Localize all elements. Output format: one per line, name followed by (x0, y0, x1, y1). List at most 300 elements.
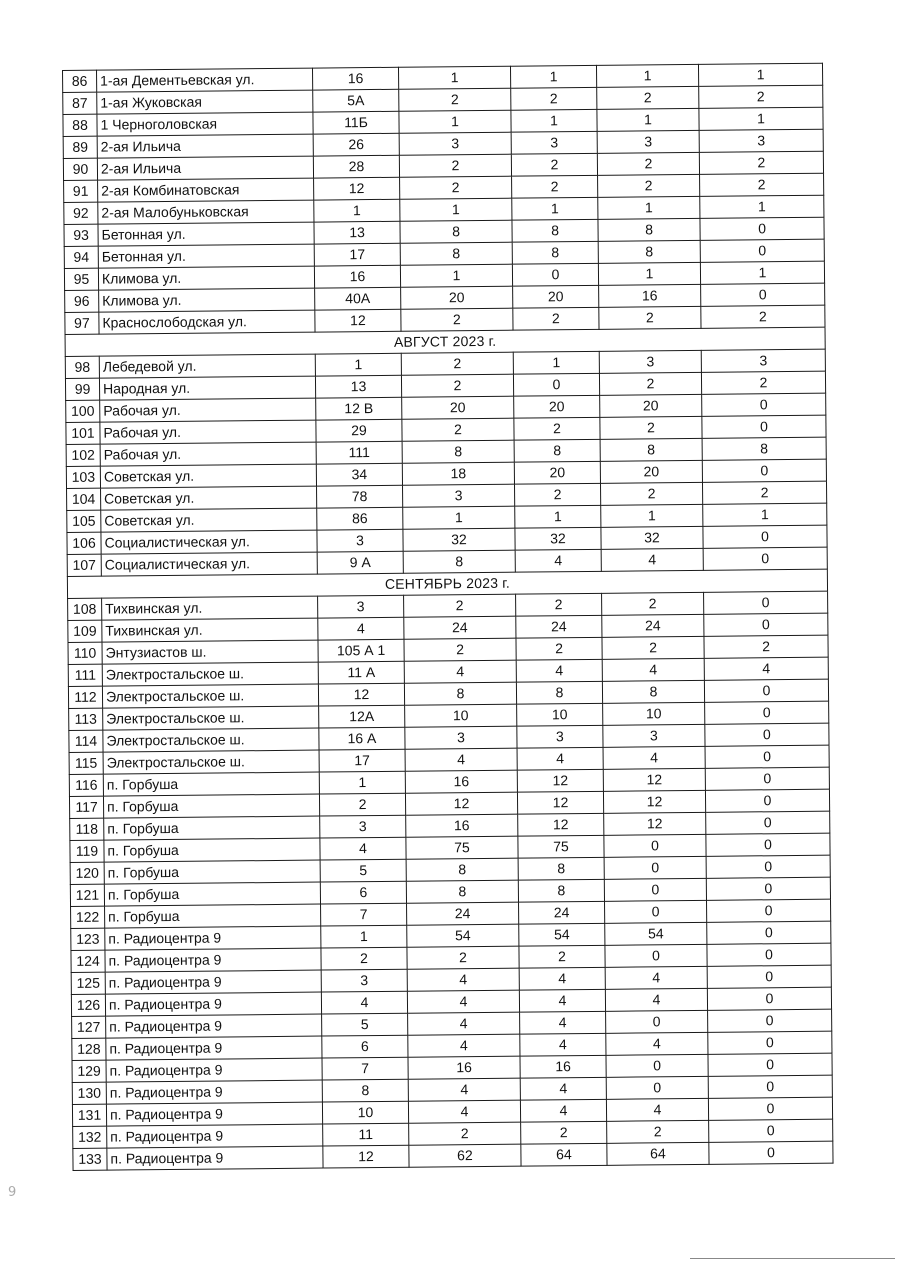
value-cell-2: 1 (512, 197, 598, 220)
value-cell-1: 2 (402, 418, 514, 441)
street-cell: 1 Черноголовская (97, 112, 313, 136)
row-number-cell: 100 (66, 400, 100, 422)
row-number-cell: 128 (72, 1038, 106, 1060)
house-number-cell: 1 (314, 199, 400, 222)
value-cell-3: 2 (602, 592, 704, 615)
house-number-cell: 26 (313, 133, 399, 156)
value-cell-3: 8 (598, 218, 700, 241)
value-cell-2: 8 (518, 857, 604, 880)
value-cell-1: 2 (409, 1122, 521, 1145)
value-cell-3: 20 (600, 394, 702, 417)
row-number-cell: 120 (70, 862, 104, 884)
row-number-cell: 96 (65, 290, 99, 312)
value-cell-4: 2 (701, 371, 825, 394)
value-cell-3: 20 (600, 460, 702, 483)
street-cell: Тихвинская ул. (102, 618, 318, 642)
value-cell-3: 4 (605, 966, 707, 989)
row-number-cell: 125 (71, 972, 105, 994)
value-cell-1: 3 (399, 132, 511, 155)
street-cell: Народная ул. (99, 376, 315, 400)
street-cell: 1-ая Дементьевская ул. (97, 68, 313, 92)
section-title: СЕНТЯБРЬ 2023 г. (67, 569, 827, 598)
row-number-cell: 123 (71, 928, 105, 950)
house-number-cell: 16 (314, 265, 400, 288)
street-cell: 1-ая Жуковская (97, 90, 313, 114)
house-number-cell: 1 (321, 925, 407, 948)
street-cell: п. Горбуша (103, 772, 319, 796)
value-cell-1: 2 (401, 374, 513, 397)
value-cell-2: 1 (510, 65, 596, 88)
house-number-cell: 1 (315, 353, 401, 376)
street-cell: Энтузиастов ш. (102, 640, 318, 664)
street-cell: п. Радиоцентра 9 (106, 1014, 322, 1038)
value-cell-3: 2 (600, 416, 702, 439)
value-cell-1: 1 (399, 110, 511, 133)
value-cell-1: 20 (402, 396, 514, 419)
value-cell-3: 0 (606, 1076, 708, 1099)
house-number-cell: 17 (314, 243, 400, 266)
value-cell-2: 20 (514, 395, 600, 418)
row-number-cell: 112 (68, 686, 102, 708)
street-cell: п. Радиоцентра 9 (107, 1124, 323, 1148)
value-cell-1: 8 (406, 858, 518, 881)
row-number-cell: 111 (68, 664, 102, 686)
value-cell-1: 2 (404, 594, 516, 617)
row-number-cell: 118 (70, 818, 104, 840)
street-cell: Электростальское ш. (102, 662, 318, 686)
street-cell: п. Горбуша (104, 838, 320, 862)
row-number-cell: 122 (71, 906, 105, 928)
value-cell-1: 4 (405, 748, 517, 771)
house-number-cell: 12 (323, 1145, 409, 1168)
row-number-cell: 110 (68, 642, 102, 664)
value-cell-1: 2 (401, 308, 513, 331)
row-number-cell: 127 (72, 1016, 106, 1038)
value-cell-2: 3 (517, 725, 603, 748)
value-cell-4: 0 (706, 811, 830, 834)
value-cell-4: 0 (707, 965, 831, 988)
value-cell-2: 2 (511, 153, 597, 176)
street-cell: 2-ая Ильича (97, 156, 313, 180)
value-cell-1: 18 (402, 462, 514, 485)
value-cell-1: 8 (404, 682, 516, 705)
house-number-cell: 3 (318, 595, 404, 618)
house-number-cell: 34 (316, 463, 402, 486)
value-cell-3: 1 (596, 64, 698, 87)
value-cell-2: 24 (516, 615, 602, 638)
house-number-cell: 11 А (318, 661, 404, 684)
house-number-cell: 6 (320, 881, 406, 904)
value-cell-2: 8 (512, 241, 598, 264)
house-number-cell: 40А (315, 287, 401, 310)
value-cell-4: 0 (700, 239, 824, 262)
value-cell-2: 10 (517, 703, 603, 726)
value-cell-2: 2 (513, 307, 599, 330)
street-cell: Лебедевой ул. (99, 354, 315, 378)
house-number-cell: 28 (313, 155, 399, 178)
value-cell-1: 24 (404, 616, 516, 639)
value-cell-2: 4 (516, 659, 602, 682)
row-number-cell: 129 (72, 1060, 106, 1082)
value-cell-2: 75 (518, 835, 604, 858)
street-cell: п. Радиоцентра 9 (105, 992, 321, 1016)
page-edge-line (690, 1258, 895, 1259)
house-number-cell: 11 (323, 1123, 409, 1146)
house-number-cell: 13 (315, 375, 401, 398)
row-number-cell: 99 (65, 378, 99, 400)
row-number-cell: 98 (65, 356, 99, 378)
value-cell-3: 0 (604, 856, 706, 879)
value-cell-1: 3 (405, 726, 517, 749)
value-cell-4: 0 (708, 1075, 832, 1098)
row-number-cell: 88 (63, 114, 97, 136)
value-cell-3: 4 (606, 1098, 708, 1121)
value-cell-3: 0 (604, 878, 706, 901)
row-number-cell: 102 (66, 444, 100, 466)
value-cell-1: 10 (405, 704, 517, 727)
street-cell: 2-ая Малобуньковская (98, 200, 314, 224)
row-number-cell: 109 (68, 620, 102, 642)
row-number-cell: 119 (70, 840, 104, 862)
row-number-cell: 101 (66, 422, 100, 444)
table-body (63, 63, 834, 1170)
street-cell: Электростальское ш. (103, 750, 319, 774)
value-cell-3: 24 (602, 614, 704, 637)
value-cell-1: 2 (407, 946, 519, 969)
value-cell-2: 4 (520, 1099, 606, 1122)
value-cell-1: 2 (399, 154, 511, 177)
value-cell-1: 12 (405, 792, 517, 815)
value-cell-2: 4 (519, 967, 605, 990)
value-cell-3: 2 (598, 174, 700, 197)
value-cell-2: 8 (518, 879, 604, 902)
house-number-cell: 3 (317, 529, 403, 552)
value-cell-4: 0 (706, 877, 830, 900)
row-number-cell: 105 (67, 510, 101, 532)
value-cell-4: 3 (701, 349, 825, 372)
value-cell-4: 0 (700, 217, 824, 240)
value-cell-2: 2 (514, 483, 600, 506)
value-cell-4: 0 (701, 283, 825, 306)
house-number-cell: 4 (320, 837, 406, 860)
value-cell-1: 2 (401, 352, 513, 375)
house-number-cell: 5А (313, 89, 399, 112)
value-cell-3: 2 (599, 306, 701, 329)
value-cell-1: 4 (408, 1078, 520, 1101)
value-cell-4: 0 (704, 679, 828, 702)
value-cell-4: 0 (706, 855, 830, 878)
value-cell-3: 16 (599, 284, 701, 307)
value-cell-1: 2 (400, 176, 512, 199)
value-cell-4: 2 (701, 305, 825, 328)
house-number-cell: 6 (322, 1035, 408, 1058)
house-number-cell: 4 (318, 617, 404, 640)
street-cell: Тихвинская ул. (102, 596, 318, 620)
value-cell-3: 10 (603, 702, 705, 725)
value-cell-3: 4 (605, 988, 707, 1011)
value-cell-2: 4 (517, 747, 603, 770)
street-cell: п. Горбуша (105, 904, 321, 928)
house-number-cell: 2 (319, 793, 405, 816)
value-cell-2: 2 (512, 175, 598, 198)
row-number-cell: 106 (67, 532, 101, 554)
house-number-cell: 7 (322, 1057, 408, 1080)
value-cell-3: 1 (598, 196, 700, 219)
street-cell: Рабочая ул. (100, 398, 316, 422)
value-cell-2: 64 (521, 1143, 607, 1166)
house-number-cell: 4 (321, 991, 407, 1014)
value-cell-4: 3 (699, 129, 823, 152)
row-number-cell: 117 (69, 796, 103, 818)
value-cell-4: 1 (700, 195, 824, 218)
value-cell-2: 4 (520, 1077, 606, 1100)
value-cell-2: 12 (518, 813, 604, 836)
value-cell-2: 20 (513, 285, 599, 308)
row-number-cell: 126 (71, 994, 105, 1016)
row-number-cell: 124 (71, 950, 105, 972)
street-cell: Бетонная ул. (98, 222, 314, 246)
value-cell-3: 64 (607, 1142, 709, 1165)
value-cell-1: 20 (401, 286, 513, 309)
value-cell-2: 8 (514, 439, 600, 462)
value-cell-2: 8 (516, 681, 602, 704)
street-cell: п. Радиоцентра 9 (105, 926, 321, 950)
value-cell-4: 2 (699, 85, 823, 108)
house-number-cell: 16 (312, 67, 398, 90)
row-number-cell: 91 (64, 180, 98, 202)
house-number-cell: 111 (316, 441, 402, 464)
value-cell-4: 1 (698, 63, 822, 86)
value-cell-1: 4 (408, 1100, 520, 1123)
value-cell-3: 2 (600, 482, 702, 505)
value-cell-3: 3 (599, 350, 701, 373)
value-cell-4: 2 (704, 635, 828, 658)
value-cell-4: 0 (708, 1009, 832, 1032)
street-cell: Рабочая ул. (100, 442, 316, 466)
value-cell-4: 2 (700, 173, 824, 196)
house-number-cell: 10 (322, 1101, 408, 1124)
row-number-cell: 90 (63, 158, 97, 180)
value-cell-2: 2 (519, 945, 605, 968)
house-number-cell: 3 (320, 815, 406, 838)
value-cell-3: 2 (597, 152, 699, 175)
house-number-cell: 86 (317, 507, 403, 530)
house-number-cell: 16 А (319, 727, 405, 750)
row-number-cell: 108 (68, 598, 102, 620)
row-number-cell: 121 (70, 884, 104, 906)
value-cell-1: 4 (404, 660, 516, 683)
value-cell-1: 16 (405, 770, 517, 793)
street-cell: Климова ул. (98, 266, 314, 290)
value-cell-4: 0 (704, 591, 828, 614)
value-cell-2: 20 (514, 461, 600, 484)
row-number-cell: 87 (63, 92, 97, 114)
value-cell-1: 8 (402, 440, 514, 463)
value-cell-1: 3 (403, 484, 515, 507)
value-cell-3: 2 (607, 1120, 709, 1143)
value-cell-4: 1 (700, 261, 824, 284)
value-cell-2: 12 (517, 791, 603, 814)
address-table (62, 63, 834, 1171)
row-number-cell: 113 (69, 708, 103, 730)
street-cell: п. Радиоцентра 9 (106, 1080, 322, 1104)
street-cell: п. Радиоцентра 9 (105, 948, 321, 972)
value-cell-4: 0 (708, 1031, 832, 1054)
value-cell-4: 0 (709, 1141, 833, 1164)
value-cell-3: 1 (601, 504, 703, 527)
value-cell-2: 1 (513, 351, 599, 374)
street-cell: Краснослободская ул. (99, 310, 315, 334)
value-cell-1: 8 (400, 242, 512, 265)
value-cell-1: 1 (400, 264, 512, 287)
house-number-cell: 5 (320, 859, 406, 882)
value-cell-3: 12 (604, 812, 706, 835)
street-cell: Электростальское ш. (103, 706, 319, 730)
value-cell-2: 0 (512, 263, 598, 286)
value-cell-4: 1 (699, 107, 823, 130)
value-cell-4: 0 (705, 723, 829, 746)
row-number-cell: 107 (67, 554, 101, 576)
street-cell: Бетонная ул. (98, 244, 314, 268)
street-cell: п. Радиоцентра 9 (106, 1058, 322, 1082)
value-cell-1: 8 (400, 220, 512, 243)
row-number-cell: 104 (67, 488, 101, 510)
value-cell-3: 4 (606, 1032, 708, 1055)
street-cell: Социалистическая ул. (101, 530, 317, 554)
value-cell-4: 0 (708, 1053, 832, 1076)
value-cell-3: 0 (604, 834, 706, 857)
house-number-cell: 7 (321, 903, 407, 926)
house-number-cell: 12А (319, 705, 405, 728)
value-cell-2: 12 (517, 769, 603, 792)
street-cell: Рабочая ул. (100, 420, 316, 444)
value-cell-2: 8 (512, 219, 598, 242)
row-number-cell: 133 (73, 1148, 107, 1170)
value-cell-2: 4 (519, 989, 605, 1012)
value-cell-1: 1 (398, 66, 510, 89)
value-cell-2: 24 (519, 901, 605, 924)
value-cell-3: 8 (600, 438, 702, 461)
house-number-cell: 11Б (313, 111, 399, 134)
value-cell-1: 4 (407, 968, 519, 991)
value-cell-4: 0 (705, 789, 829, 812)
value-cell-3: 3 (597, 130, 699, 153)
value-cell-2: 1 (515, 505, 601, 528)
value-cell-2: 2 (516, 637, 602, 660)
value-cell-4: 0 (706, 833, 830, 856)
value-cell-2: 16 (520, 1055, 606, 1078)
value-cell-3: 2 (602, 636, 704, 659)
value-cell-3: 8 (598, 240, 700, 263)
value-cell-2: 4 (520, 1033, 606, 1056)
value-cell-4: 0 (705, 767, 829, 790)
street-cell: Социалистическая ул. (101, 552, 317, 576)
value-cell-1: 4 (408, 1034, 520, 1057)
value-cell-3: 0 (605, 900, 707, 923)
row-number-cell: 94 (64, 246, 98, 268)
value-cell-4: 4 (704, 657, 828, 680)
table-container (62, 63, 833, 1171)
value-cell-3: 4 (601, 548, 703, 571)
value-cell-1: 16 (406, 814, 518, 837)
house-number-cell: 3 (321, 969, 407, 992)
value-cell-4: 1 (703, 503, 827, 526)
row-number-cell: 95 (64, 268, 98, 290)
value-cell-3: 2 (599, 372, 701, 395)
value-cell-1: 8 (406, 880, 518, 903)
street-cell: п. Горбуша (104, 882, 320, 906)
value-cell-3: 2 (597, 86, 699, 109)
value-cell-1: 4 (407, 990, 519, 1013)
value-cell-2: 1 (511, 109, 597, 132)
value-cell-3: 12 (603, 768, 705, 791)
value-cell-2: 54 (519, 923, 605, 946)
street-cell: 2-ая Ильича (97, 134, 313, 158)
value-cell-4: 0 (703, 547, 827, 570)
row-number-cell: 130 (72, 1082, 106, 1104)
section-title: АВГУСТ 2023 г. (65, 327, 825, 356)
value-cell-1: 24 (407, 902, 519, 925)
row-number-cell: 103 (66, 466, 100, 488)
value-cell-4: 0 (707, 987, 831, 1010)
house-number-cell: 5 (322, 1013, 408, 1036)
house-number-cell: 105 А 1 (318, 639, 404, 662)
row-number-cell: 92 (64, 202, 98, 224)
street-cell: п. Горбуша (104, 816, 320, 840)
house-number-cell: 9 А (317, 551, 403, 574)
value-cell-3: 54 (605, 922, 707, 945)
value-cell-1: 54 (407, 924, 519, 947)
value-cell-2: 2 (511, 87, 597, 110)
house-number-cell: 8 (322, 1079, 408, 1102)
value-cell-4: 0 (705, 745, 829, 768)
margin-mark: 9 (8, 1185, 17, 1200)
value-cell-1: 2 (399, 88, 511, 111)
street-cell: 2-ая Комбинатовская (98, 178, 314, 202)
value-cell-2: 3 (511, 131, 597, 154)
house-number-cell: 29 (316, 419, 402, 442)
street-cell: Советская ул. (101, 486, 317, 510)
value-cell-3: 1 (598, 262, 700, 285)
row-number-cell: 86 (63, 70, 97, 92)
value-cell-3: 1 (597, 108, 699, 131)
house-number-cell: 12 (315, 309, 401, 332)
house-number-cell: 12 (314, 177, 400, 200)
row-number-cell: 116 (69, 774, 103, 796)
row-number-cell: 89 (63, 136, 97, 158)
value-cell-4: 0 (702, 415, 826, 438)
street-cell: п. Радиоцентра 9 (107, 1146, 323, 1170)
value-cell-3: 32 (601, 526, 703, 549)
street-cell: п. Горбуша (104, 860, 320, 884)
street-cell: Советская ул. (101, 508, 317, 532)
street-cell: п. Радиоцентра 9 (106, 1036, 322, 1060)
value-cell-4: 0 (704, 613, 828, 636)
value-cell-1: 4 (408, 1012, 520, 1035)
value-cell-3: 0 (606, 1010, 708, 1033)
value-cell-3: 0 (606, 1054, 708, 1077)
value-cell-1: 2 (404, 638, 516, 661)
street-cell: Электростальское ш. (102, 684, 318, 708)
value-cell-1: 75 (406, 836, 518, 859)
value-cell-4: 0 (708, 1097, 832, 1120)
value-cell-4: 0 (707, 921, 831, 944)
value-cell-1: 8 (403, 550, 515, 573)
row-number-cell: 115 (69, 752, 103, 774)
value-cell-3: 3 (603, 724, 705, 747)
value-cell-4: 0 (707, 899, 831, 922)
value-cell-4: 2 (699, 151, 823, 174)
